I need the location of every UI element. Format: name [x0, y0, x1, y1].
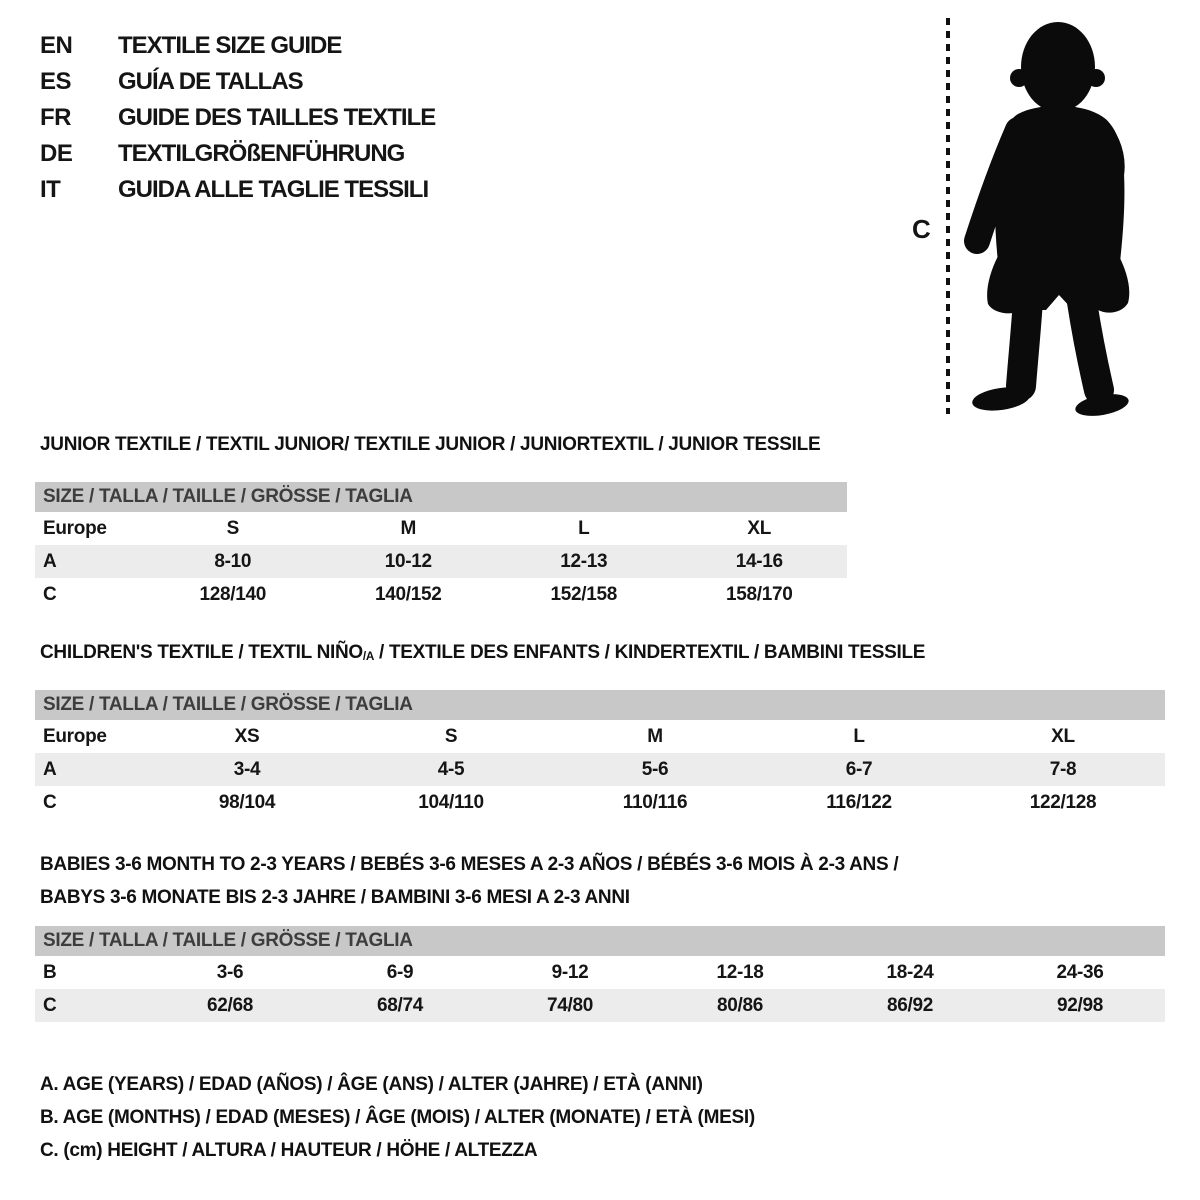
legend-age-years: A. AGE (YEARS) / EDAD (AÑOS) / ÂGE (ANS) / ALTER (JAHRE) / ETÀ (ANNI): [40, 1074, 703, 1095]
region-label: Europe: [43, 725, 107, 747]
region-label: Europe: [43, 517, 107, 539]
babies-title-line2: BABYS 3-6 MONATE BIS 2-3 JAHRE / BAMBINI 3-6 MESI A 2-3 ANNI: [40, 887, 630, 908]
value-cell: 152/158: [550, 583, 618, 605]
silhouette-leg-left: [1021, 300, 1028, 386]
babies-title-line1: BABIES 3-6 MONTH TO 2-3 YEARS / BEBÉS 3-6 MESES A 2-3 AÑOS / BÉBÉS 3-6 MOIS À 2-3 ANS /: [40, 854, 899, 875]
value-cell: 80/86: [716, 994, 764, 1016]
language-title-list: [40, 28, 435, 208]
value-cell: 4-5: [437, 758, 465, 780]
value-cell: 9-12: [551, 961, 589, 983]
value-cell: 12-13: [560, 550, 608, 572]
junior-age-row: [35, 545, 847, 578]
value-cell: 104/110: [418, 791, 484, 813]
height-measure-label: C: [912, 214, 931, 244]
size-header-label: SIZE / TALLA / TAILLE / GRÖSSE / TAGLIA: [43, 930, 413, 951]
children-height-row: [35, 786, 1165, 819]
value-cell: 12-18: [716, 961, 764, 983]
value-cell: 116/122: [826, 791, 892, 813]
guide-title-fr: GUIDE DES TAILLES TEXTILE: [118, 104, 436, 131]
size-cell: XL: [1051, 725, 1075, 747]
silhouette-head: [1021, 22, 1095, 112]
value-cell: 158/170: [725, 583, 793, 605]
value-cell: 6-7: [845, 758, 873, 780]
language-code: DE: [40, 140, 73, 167]
value-cell: 3-6: [216, 961, 244, 983]
row-label: A: [43, 550, 57, 572]
silhouette-ear-left: [1010, 69, 1028, 87]
value-cell: 110/116: [622, 791, 688, 813]
toddler-silhouette-image: [952, 14, 1147, 416]
junior-size-table: [35, 482, 847, 611]
silhouette-ear-right: [1087, 69, 1105, 87]
guide-title-de: TEXTILGRÖßENFÜHRUNG: [118, 140, 405, 167]
value-cell: 7-8: [1049, 758, 1077, 780]
babies-months-row: [35, 956, 1165, 989]
value-cell: 74/80: [546, 994, 594, 1016]
row-label: B: [43, 961, 57, 983]
value-cell: 122/128: [1029, 791, 1097, 813]
children-section-title: [40, 642, 925, 664]
language-row-en: [40, 28, 435, 64]
size-header-label: SIZE / TALLA / TAILLE / GRÖSSE / TAGLIA: [43, 694, 413, 715]
value-cell: 128/140: [199, 583, 267, 605]
babies-size-header-bar: [35, 926, 1165, 956]
children-age-row: [35, 753, 1165, 786]
value-cell: 86/92: [886, 994, 934, 1016]
measure-legend: [40, 1068, 755, 1167]
value-cell: 140/152: [374, 583, 442, 605]
value-cell: 62/68: [206, 994, 254, 1016]
silhouette-shorts: [987, 256, 1129, 313]
row-label: C: [43, 583, 57, 605]
value-cell: 14-16: [735, 550, 783, 572]
babies-size-table: [35, 926, 1165, 1022]
size-cell: L: [578, 517, 590, 539]
value-cell: 5-6: [641, 758, 669, 780]
junior-size-header-bar: [35, 482, 847, 512]
language-row-es: [40, 64, 435, 100]
language-row-it: [40, 172, 435, 208]
junior-section-title: JUNIOR TEXTILE / TEXTIL JUNIOR/ TEXTILE JUNIOR / JUNIORTEXTIL / JUNIOR TESSILE: [40, 434, 821, 455]
value-cell: 68/74: [376, 994, 424, 1016]
children-title-text: / TEXTILE DES ENFANTS / KINDERTEXTIL / BAMBINI TESSILE: [374, 642, 926, 663]
value-cell: 10-12: [384, 550, 432, 572]
language-row-de: [40, 136, 435, 172]
row-label: A: [43, 758, 57, 780]
row-label: C: [43, 791, 57, 813]
size-cell: S: [444, 725, 458, 747]
guide-title-it: GUIDA ALLE TAGLIE TESSILI: [118, 176, 429, 203]
junior-height-row: [35, 578, 847, 611]
size-cell: L: [853, 725, 865, 747]
value-cell: 98/104: [218, 791, 276, 813]
size-cell: M: [647, 725, 663, 747]
language-code: IT: [40, 176, 61, 203]
size-cell: XS: [234, 725, 260, 747]
value-cell: 92/98: [1056, 994, 1104, 1016]
guide-title-en: TEXTILE SIZE GUIDE: [118, 32, 342, 59]
babies-section-title: [40, 848, 898, 914]
guide-title-es: GUÍA DE TALLAS: [118, 68, 303, 95]
size-cell: XL: [747, 517, 772, 539]
children-size-table: [35, 690, 1165, 819]
language-code: FR: [40, 104, 71, 131]
children-title-subscript: /A: [362, 650, 375, 664]
language-code: EN: [40, 32, 73, 59]
value-cell: 8-10: [214, 550, 252, 572]
children-title-text: CHILDREN'S TEXTILE / TEXTIL NIÑO: [40, 642, 363, 663]
language-code: ES: [40, 68, 72, 95]
size-cell: S: [226, 517, 239, 539]
value-cell: 18-24: [886, 961, 934, 983]
height-measure-dashed-line: [946, 18, 950, 414]
legend-age-months: B. AGE (MONTHS) / EDAD (MESES) / ÂGE (MOIS) / ALTER (MONATE) / ETÀ (MESI): [40, 1107, 755, 1128]
children-sizes-row: [35, 720, 1165, 753]
junior-sizes-row: [35, 512, 847, 545]
babies-height-row: [35, 989, 1165, 1022]
size-header-label: SIZE / TALLA / TAILLE / GRÖSSE / TAGLIA: [43, 486, 413, 507]
value-cell: 24-36: [1056, 961, 1104, 983]
legend-height-cm: C. (cm) HEIGHT / ALTURA / HAUTEUR / HÖHE / ALTEZZA: [40, 1140, 538, 1161]
size-cell: M: [400, 517, 417, 539]
value-cell: 3-4: [233, 758, 261, 780]
row-label: C: [43, 994, 57, 1016]
silhouette-leg-right: [1082, 302, 1099, 390]
children-size-header-bar: [35, 690, 1165, 720]
language-row-fr: [40, 100, 435, 136]
value-cell: 6-9: [386, 961, 414, 983]
